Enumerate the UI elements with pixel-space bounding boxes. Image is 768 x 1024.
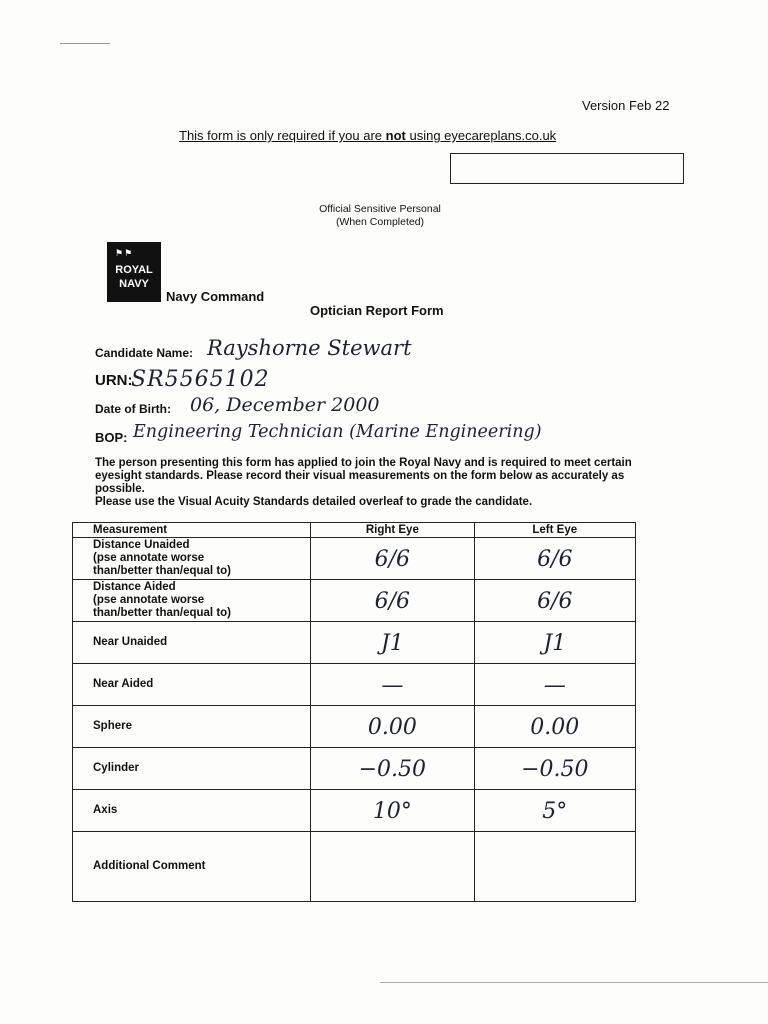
left-eye-value: J1 <box>543 630 567 656</box>
command-name: Navy Command <box>166 289 265 304</box>
right-eye-value: −0.50 <box>358 756 427 782</box>
left-eye-value: 6/6 <box>537 588 573 614</box>
royal-navy-logo <box>107 242 161 302</box>
row-label <box>73 580 311 622</box>
scan-mark <box>60 43 110 44</box>
row-label: Near Unaided <box>73 622 311 664</box>
left-eye-cell[interactable] <box>474 706 635 748</box>
left-eye-value: — <box>543 672 566 698</box>
row-label-title: Distance Aided <box>93 581 176 593</box>
candidate-name-value[interactable]: Rayshorne Stewart <box>207 336 412 360</box>
instructions-paragraph: The person presenting this form has applied to join the Royal Navy and is required to meet certain eyesight standards. Please record their visual measurements on the form below as accurately as possible. <box>95 457 632 495</box>
urn-label: URN: <box>95 372 133 389</box>
left-eye-cell[interactable] <box>474 790 635 832</box>
table-row <box>73 790 636 832</box>
bop-label: BOP: <box>95 430 128 445</box>
left-eye-value: 6/6 <box>537 546 573 572</box>
classification-marking <box>290 203 470 229</box>
logo-text-line-1: ROYAL <box>115 264 153 276</box>
row-label: Near Aided <box>73 664 311 706</box>
left-eye-cell[interactable] <box>474 580 635 622</box>
dob-label: Date of Birth: <box>95 402 171 416</box>
right-eye-value: 6/6 <box>374 588 411 614</box>
left-eye-value: 5° <box>542 798 568 824</box>
classification-line-2: (When Completed) <box>335 216 425 228</box>
dob-value[interactable]: 06, December 2000 <box>190 394 380 416</box>
left-eye-cell[interactable] <box>474 538 635 580</box>
table-row <box>73 706 636 748</box>
row-label: Sphere <box>73 706 311 748</box>
left-eye-cell[interactable] <box>474 832 635 902</box>
right-eye-cell[interactable] <box>311 748 474 790</box>
table-row <box>73 832 636 902</box>
right-eye-cell[interactable] <box>311 664 474 706</box>
right-eye-cell[interactable] <box>311 622 474 664</box>
right-eye-value: 10° <box>372 798 412 824</box>
header-right-eye: Right Eye <box>311 523 474 538</box>
measurement-table <box>72 522 636 902</box>
row-label-note: than/better than/equal to) <box>93 607 231 619</box>
ensign-icon: ⚑⚑ <box>115 248 134 258</box>
candidate-name-label: Candidate Name: <box>95 346 194 360</box>
table-row <box>73 622 636 664</box>
instructions <box>95 457 635 509</box>
row-label: Axis <box>73 790 311 832</box>
left-eye-cell[interactable] <box>474 664 635 706</box>
row-label: Additional Comment <box>73 832 311 902</box>
header-left-eye: Left Eye <box>474 523 635 538</box>
right-eye-value: J1 <box>380 630 404 656</box>
row-label-note: (pse annotate worse <box>93 552 205 564</box>
right-eye-value: — <box>381 672 404 698</box>
left-eye-cell[interactable] <box>474 622 635 664</box>
urn-value[interactable]: SR5565102 <box>131 367 270 392</box>
row-label-title: Distance Unaided <box>93 539 190 551</box>
right-eye-cell[interactable] <box>311 580 474 622</box>
scan-edge <box>380 982 768 983</box>
table-row <box>73 664 636 706</box>
usage-notice <box>179 128 556 143</box>
left-eye-cell[interactable] <box>474 748 635 790</box>
notice-text-pre: This form is only required if you are <box>179 128 386 143</box>
left-eye-value: 0.00 <box>530 714 580 740</box>
notice-text-post: using eyecareplans.co.uk <box>405 128 557 143</box>
right-eye-cell[interactable] <box>311 706 474 748</box>
right-eye-cell[interactable] <box>311 832 474 902</box>
right-eye-value: 6/6 <box>374 546 411 572</box>
row-label-note: (pse annotate worse <box>93 594 205 606</box>
table-row <box>73 538 636 580</box>
bop-value[interactable]: Engineering Technician (Marine Engineering) <box>133 422 542 442</box>
header-measurement: Measurement <box>73 523 311 538</box>
right-eye-value: 0.00 <box>367 714 417 740</box>
version-label: Version Feb 22 <box>582 98 670 113</box>
row-label-note: than/better than/equal to) <box>93 565 231 577</box>
row-label <box>73 538 311 580</box>
instructions-grading-note: Please use the Visual Acuity Standards detailed overleaf to grade the candidate. <box>95 496 533 508</box>
left-eye-value: −0.50 <box>521 756 589 782</box>
right-eye-cell[interactable] <box>311 790 474 832</box>
table-row <box>73 580 636 622</box>
form-title: Optician Report Form <box>310 303 444 318</box>
row-label: Cylinder <box>73 748 311 790</box>
logo-text-line-2: NAVY <box>119 278 149 290</box>
notice-text-bold: not <box>385 128 406 143</box>
right-eye-cell[interactable] <box>311 538 474 580</box>
table-header-row <box>73 523 636 538</box>
reference-box[interactable] <box>450 153 684 184</box>
classification-line-1: Official Sensitive Personal <box>319 203 441 215</box>
table-row <box>73 748 636 790</box>
